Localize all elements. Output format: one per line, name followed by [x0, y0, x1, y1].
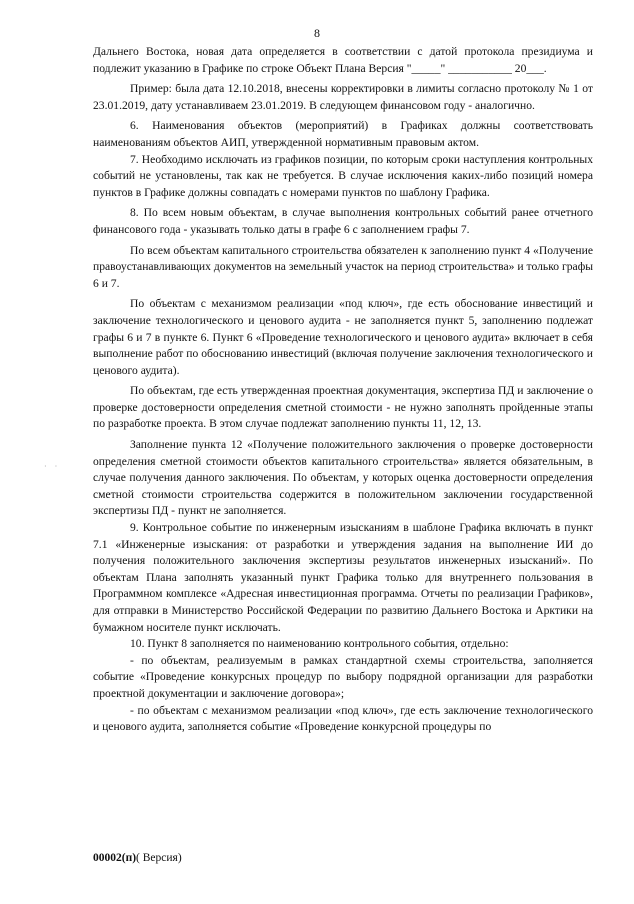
document-body: [93, 44, 593, 736]
paragraph: Пример: была дата 12.10.2018, внесены корректировки в лимиты согласно протоколу № 1 от 23.01.2019, дату устанавливаем 23.01.2019. В следующем финансовом году - аналогично.: [93, 82, 593, 112]
paragraph: Заполнение пункта 12 «Получение положительного заключения о проверке достоверности определения сметной стоимости объектов капитального строительства» является обязательным, в случае получения данного заключения. По объектам, у которых оценка достоверности определения сметной стоимости строительства содержится в положительном заключении государственной экспертизы ПД - пункт не заполняется.: [93, 438, 593, 518]
footer-code: 00002(п): [93, 852, 137, 864]
footer-label: ( Версия): [136, 852, 182, 864]
paragraph: 6. Наименования объектов (мероприятий) в Графиках должны соответствовать наименованиям объектов АИП, утвержденной нормативным правовым актом.: [93, 119, 593, 149]
paragraph: - по объектам, реализуемым в рамках стандартной схемы строительства, заполняется событие «Проведение конкурсных процедур по выбору подрядной организации для разработки проектной документации и заключение договора»;: [93, 653, 593, 700]
scan-artifact: · ·: [44, 462, 61, 471]
paragraph: - по объектам с механизмом реализации «под ключ», где есть заключение технологического и ценового аудита, заполняется событие «Проведение конкурсной процедуры по: [93, 703, 593, 734]
paragraph: 7. Необходимо исключать из графиков позиции, по которым сроки наступления контрольных событий не установлены, так как не требуется. В случае исключения каких-либо позиций номера пунктов в Графике должны совпадать с номерами пунктов по шаблону Графика.: [93, 152, 593, 199]
paragraph: По всем объектам капитального строительства обязателен к заполнению пункт 4 «Получение правоустанавливающих документов на земельный участок на период строительства» и только графы 6 и 7.: [93, 243, 593, 290]
paragraph: По объектам с механизмом реализации «под ключ», где есть обоснование инвестиций и заключение технологического и ценового аудита - не заполняется пункт 5, заполнению подлежат графы 6 и 7 в пункте 6. Пункт 6 «Проведение технологического и ценового аудита» включает в себя выполнение работ по обоснованию инвестиций (включая получение заключения технологического и ценового аудита).: [93, 297, 593, 377]
paragraph: По объектам, где есть утвержденная проектная документация, экспертиза ПД и заключение о проверке достоверности определения сметной стоимости - не нужно заполнять пройденные этапы по разработке проекта. В этом случае подлежат заполнению пункты 11, 12, 13.: [93, 384, 593, 431]
paragraph: 8. По всем новым объектам, в случае выполнения контрольных событий ранее отчетного финансового года - указывать только даты в графе 6 с заполнением графы 7.: [93, 206, 593, 236]
page-number: 8: [314, 26, 320, 40]
paragraph: Дальнего Востока, новая дата определяется в соответствии с датой протокола президиума и подлежит указанию в Графике по строке Объект Плана Версия "_____" ___________ 20___.: [93, 45, 593, 75]
paragraph: 10. Пункт 8 заполняется по наименованию контрольного события, отдельно:: [130, 637, 509, 651]
version-footer: [93, 852, 182, 864]
paragraph: 9. Контрольное событие по инженерным изысканиям в шаблоне Графика включать в пункт 7.1 «Инженерные изыскания: от разработки и утверждения задания на выполнение ИИ до получения положительного заключения экспертизы результатов инженерных изысканий». По объектам Плана заполнять указанный пункт Графика только для внутреннего пользования в Программном комплексе «Адресная инвестиционная программа. Отчеты по реализации Графиков», для отправки в Министерство Российской Федерации по развитию Дальнего Востока и Арктики на бумажном носителе пункт исключать.: [93, 521, 593, 634]
